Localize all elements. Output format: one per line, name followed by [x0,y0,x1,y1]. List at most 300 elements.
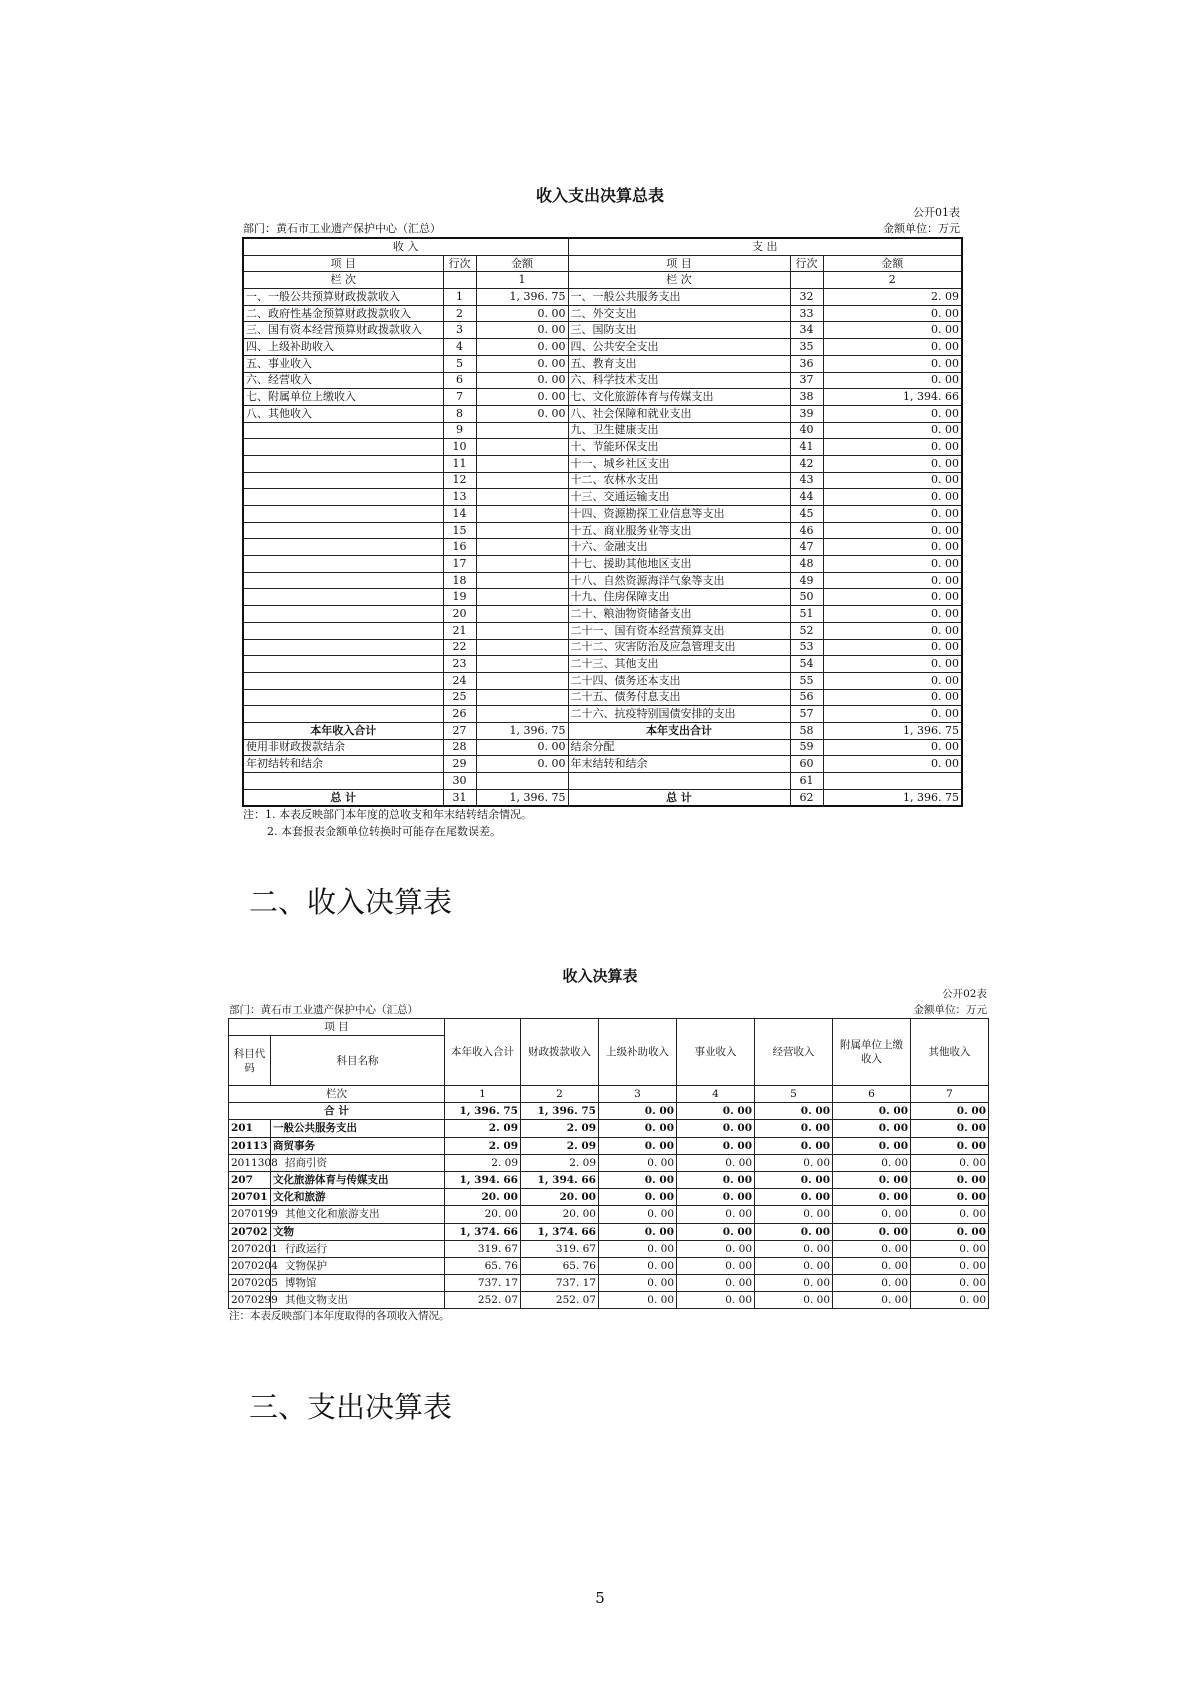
total-value: 0. 00 [911,1103,989,1120]
col-header-total: 本年收入合计 [445,1019,521,1086]
amount-cell: 0. 00 [599,1137,677,1154]
income-row-no: 16 [443,539,476,556]
expense-row-no-header: 行次 [790,255,823,272]
subject-name: 文物 [271,1223,445,1240]
amount-cell: 0. 00 [599,1206,677,1223]
income-amount [476,539,568,556]
amount-cell: 0. 00 [833,1292,911,1309]
expense-amount: 0. 00 [823,372,962,389]
table1-note-2: 2. 本套报表金额单位转换时可能存在尾数误差。 [267,825,501,838]
column-number: 7 [911,1086,989,1103]
income-amount [476,672,568,689]
income-row-no: 18 [443,572,476,589]
table-row [229,1223,989,1240]
expense-amount: 0. 00 [823,756,962,773]
income-item-name: 总 计 [243,789,443,806]
amount-cell: 2. 09 [445,1120,521,1137]
income-amount [476,455,568,472]
amount-cell: 0. 00 [677,1189,755,1206]
subject-name: 文化和旅游 [271,1189,445,1206]
amount-cell: 0. 00 [833,1275,911,1292]
amount-cell: 0. 00 [677,1206,755,1223]
income-row-no: 23 [443,656,476,673]
expense-row-no: 52 [790,622,823,639]
table2-department: 部门：黄石市工业遗产保护中心（汇总） [229,1004,418,1016]
page-number: 5 [595,1589,605,1607]
expense-row-no: 37 [790,372,823,389]
amount-cell: 0. 00 [599,1223,677,1240]
expense-row-no: 46 [790,522,823,539]
amount-cell: 20. 00 [445,1206,521,1223]
subject-name: 文化旅游体育与传媒支出 [271,1171,445,1188]
expense-item-name: 五、教育支出 [568,355,790,372]
amount-cell: 1, 374. 66 [445,1223,521,1240]
income-row-no: 4 [443,339,476,356]
expense-amount: 0. 00 [823,589,962,606]
amount-cell: 319. 67 [445,1240,521,1257]
subject-code: 2011308 [229,1154,271,1171]
expense-item-header: 项 目 [568,255,790,272]
income-item-name [243,556,443,573]
expense-item-name: 十八、自然资源海洋气象等支出 [568,572,790,589]
income-column-blank [443,272,476,289]
income-amount [476,639,568,656]
table2-unit: 金额单位：万元 [913,1004,987,1016]
income-item-name: 本年收入合计 [243,722,443,739]
income-amount [476,706,568,723]
income-amount [476,522,568,539]
expense-row-no: 47 [790,539,823,556]
expense-amount: 0. 00 [823,422,962,439]
table-row [229,1206,989,1223]
expense-row-no: 62 [790,789,823,806]
income-amount: 0. 00 [476,305,568,322]
table2-code: 公开02表 [942,988,987,1000]
subject-name: 招商引资 [271,1154,445,1171]
income-amount [476,622,568,639]
amount-cell: 0. 00 [677,1154,755,1171]
amount-cell: 0. 00 [599,1257,677,1274]
amount-cell: 737. 17 [521,1275,599,1292]
income-expense-summary-table [242,237,963,807]
amount-cell: 0. 00 [833,1120,911,1137]
expense-amount: 0. 00 [823,472,962,489]
expense-header: 支 出 [568,238,962,255]
income-row-no: 7 [443,389,476,406]
income-row-no: 14 [443,506,476,523]
amount-cell: 0. 00 [677,1137,755,1154]
income-item-name: 一、一般公共预算财政拨款收入 [243,289,443,306]
expense-item-name: 总 计 [568,789,790,806]
income-amount: 0. 00 [476,355,568,372]
col-header-operating: 经营收入 [755,1019,833,1086]
income-row-no: 2 [443,305,476,322]
amount-cell: 2. 09 [445,1154,521,1171]
table1-department: 部门：黄石市工业遗产保护中心（汇总） [243,222,441,235]
expense-row-no: 40 [790,422,823,439]
income-amount [476,489,568,506]
income-item-name [243,506,443,523]
income-row-no: 17 [443,556,476,573]
income-amount: 0. 00 [476,739,568,756]
expense-item-name: 二十一、国有资本经营预算支出 [568,622,790,639]
expense-amount [823,773,962,790]
expense-row-no: 56 [790,689,823,706]
expense-item-name: 二十六、抗疫特别国债安排的支出 [568,706,790,723]
income-item-name [243,572,443,589]
expense-amount: 0. 00 [823,706,962,723]
income-item-name: 使用非财政拨款结余 [243,739,443,756]
income-row-no: 15 [443,522,476,539]
col-header-superior-subsidy: 上级补助收入 [599,1019,677,1086]
expense-row-no: 57 [790,706,823,723]
expense-amount-header: 金额 [823,255,962,272]
income-item-name [243,422,443,439]
expense-row-no: 53 [790,639,823,656]
expense-item-name: 二、外交支出 [568,305,790,322]
income-item-name [243,672,443,689]
income-row-no: 13 [443,489,476,506]
subject-code: 2070199 [229,1206,271,1223]
income-item-name: 六、经营收入 [243,372,443,389]
income-amount [476,439,568,456]
table2-title: 收入决算表 [562,967,638,985]
table-row [229,1171,989,1188]
income-item-name [243,439,443,456]
col-header-business: 事业收入 [677,1019,755,1086]
expense-column-number: 2 [823,272,962,289]
income-item-name [243,539,443,556]
income-amount [476,589,568,606]
table-row [229,1120,989,1137]
income-amount: 0. 00 [476,756,568,773]
amount-cell: 0. 00 [755,1137,833,1154]
amount-cell: 0. 00 [911,1171,989,1188]
amount-cell: 0. 00 [911,1240,989,1257]
income-item-name [243,455,443,472]
amount-cell: 0. 00 [911,1206,989,1223]
income-row-no: 11 [443,455,476,472]
expense-amount: 2. 09 [823,289,962,306]
expense-row-no: 35 [790,339,823,356]
expense-row-no: 60 [790,756,823,773]
income-item-name: 七、附属单位上缴收入 [243,389,443,406]
column-number: 6 [833,1086,911,1103]
amount-cell: 65. 76 [445,1257,521,1274]
income-item-name [243,773,443,790]
amount-cell: 0. 00 [599,1189,677,1206]
income-statement-table [228,1018,989,1309]
income-amount [476,472,568,489]
amount-cell: 319. 67 [521,1240,599,1257]
income-amount [476,689,568,706]
income-item-name [243,656,443,673]
total-value: 0. 00 [833,1103,911,1120]
income-row-no: 25 [443,689,476,706]
expense-amount: 0. 00 [823,639,962,656]
amount-cell: 0. 00 [911,1137,989,1154]
expense-column-label: 栏 次 [568,272,790,289]
subject-name: 文物保护 [271,1257,445,1274]
amount-cell: 0. 00 [911,1257,989,1274]
subject-name: 一般公共服务支出 [271,1120,445,1137]
income-item-name [243,622,443,639]
expense-amount: 1, 394. 66 [823,389,962,406]
income-amount [476,422,568,439]
expense-amount: 0. 00 [823,439,962,456]
amount-cell: 0. 00 [599,1292,677,1309]
expense-item-name: 六、科学技术支出 [568,372,790,389]
item-header: 项 目 [229,1019,445,1036]
income-amount [476,556,568,573]
expense-item-name: 四、公共安全支出 [568,339,790,356]
expense-row-no: 48 [790,556,823,573]
income-amount: 0. 00 [476,405,568,422]
code-col-header: 科目代码 [229,1036,271,1086]
expense-item-name: 三、国防支出 [568,322,790,339]
income-row-no: 26 [443,706,476,723]
income-amount [476,606,568,623]
expense-row-no: 42 [790,455,823,472]
expense-item-name: 十一、城乡社区支出 [568,455,790,472]
amount-cell: 0. 00 [599,1154,677,1171]
expense-amount: 0. 00 [823,606,962,623]
amount-cell: 737. 17 [445,1275,521,1292]
subject-name: 行政运行 [271,1240,445,1257]
amount-cell: 0. 00 [911,1189,989,1206]
income-item-name: 四、上级补助收入 [243,339,443,356]
expense-row-no: 51 [790,606,823,623]
amount-cell: 0. 00 [755,1257,833,1274]
expense-column-blank [790,272,823,289]
column-number: 5 [755,1086,833,1103]
expense-item-name: 八、社会保障和就业支出 [568,405,790,422]
name-col-header: 科目名称 [271,1036,445,1086]
expense-amount: 0. 00 [823,689,962,706]
table2-note: 注：本表反映部门本年度取得的各项收入情况。 [229,1310,450,1322]
amount-cell: 0. 00 [833,1223,911,1240]
income-item-name [243,689,443,706]
amount-cell: 0. 00 [833,1137,911,1154]
amount-cell: 0. 00 [755,1189,833,1206]
expense-item-name: 十九、住房保障支出 [568,589,790,606]
expense-item-name: 本年支出合计 [568,722,790,739]
subject-code: 20702 [229,1223,271,1240]
income-item-name: 五、事业收入 [243,355,443,372]
table-row [229,1275,989,1292]
income-amount [476,572,568,589]
column-label: 栏次 [229,1086,445,1103]
amount-cell: 0. 00 [755,1275,833,1292]
subject-code: 2070201 [229,1240,271,1257]
table-row [229,1154,989,1171]
amount-cell: 0. 00 [911,1275,989,1292]
income-row-no: 20 [443,606,476,623]
amount-cell: 0. 00 [755,1240,833,1257]
income-row-no-header: 行次 [443,255,476,272]
expense-row-no: 34 [790,322,823,339]
income-row-no: 24 [443,672,476,689]
expense-amount: 0. 00 [823,455,962,472]
expense-row-no: 61 [790,773,823,790]
amount-cell: 0. 00 [677,1292,755,1309]
subject-code: 207 [229,1171,271,1188]
section-heading-expense: 三、支出决算表 [249,1390,453,1424]
income-item-name [243,489,443,506]
total-value: 1, 396. 75 [445,1103,521,1120]
income-amount: 0. 00 [476,339,568,356]
income-item-header: 项 目 [243,255,443,272]
amount-cell: 0. 00 [833,1171,911,1188]
income-item-name [243,639,443,656]
amount-cell: 0. 00 [911,1292,989,1309]
table-row [229,1137,989,1154]
expense-row-no: 38 [790,389,823,406]
column-number: 3 [599,1086,677,1103]
column-number: 2 [521,1086,599,1103]
income-column-number: 1 [476,272,568,289]
expense-row-no: 33 [790,305,823,322]
expense-amount: 1, 396. 75 [823,722,962,739]
income-header: 收 入 [243,238,568,255]
income-amount [476,773,568,790]
expense-amount: 0. 00 [823,556,962,573]
income-row-no: 31 [443,789,476,806]
income-item-name [243,589,443,606]
amount-cell: 0. 00 [911,1154,989,1171]
expense-row-no: 50 [790,589,823,606]
expense-row-no: 55 [790,672,823,689]
expense-amount: 1, 396. 75 [823,789,962,806]
expense-row-no: 41 [790,439,823,456]
expense-amount: 0. 00 [823,339,962,356]
income-row-no: 6 [443,372,476,389]
expense-item-name: 十七、援助其他地区支出 [568,556,790,573]
subject-code: 20113 [229,1137,271,1154]
subject-name: 博物馆 [271,1275,445,1292]
income-item-name [243,472,443,489]
subject-code: 2070205 [229,1275,271,1292]
income-row-no: 27 [443,722,476,739]
expense-amount: 0. 00 [823,322,962,339]
income-amount: 0. 00 [476,372,568,389]
col-header-other: 其他收入 [911,1019,989,1086]
income-row-no: 10 [443,439,476,456]
expense-item-name: 二十三、其他支出 [568,656,790,673]
income-row-no: 9 [443,422,476,439]
total-value: 1, 396. 75 [521,1103,599,1120]
amount-cell: 0. 00 [677,1120,755,1137]
expense-amount: 0. 00 [823,572,962,589]
expense-row-no: 54 [790,656,823,673]
income-amount [476,506,568,523]
income-amount: 0. 00 [476,389,568,406]
income-amount: 1, 396. 75 [476,789,568,806]
income-row-no: 21 [443,622,476,639]
income-item-name [243,522,443,539]
amount-cell: 2. 09 [521,1137,599,1154]
income-amount: 1, 396. 75 [476,289,568,306]
amount-cell: 0. 00 [677,1240,755,1257]
amount-cell: 0. 00 [677,1223,755,1240]
amount-cell: 0. 00 [599,1275,677,1292]
expense-item-name: 结余分配 [568,739,790,756]
expense-amount: 0. 00 [823,305,962,322]
col-header-affiliated: 附属单位上缴收入 [833,1019,911,1086]
amount-cell: 0. 00 [755,1292,833,1309]
expense-amount: 0. 00 [823,405,962,422]
expense-item-name: 十六、金融支出 [568,539,790,556]
expense-amount: 0. 00 [823,622,962,639]
expense-item-name: 十、节能环保支出 [568,439,790,456]
amount-cell: 0. 00 [833,1257,911,1274]
expense-amount: 0. 00 [823,506,962,523]
expense-item-name: 九、卫生健康支出 [568,422,790,439]
income-row-no: 30 [443,773,476,790]
amount-cell: 2. 09 [445,1137,521,1154]
income-row-no: 12 [443,472,476,489]
amount-cell: 0. 00 [911,1120,989,1137]
expense-item-name: 年末结转和结余 [568,756,790,773]
expense-row-no: 59 [790,739,823,756]
income-row-no: 1 [443,289,476,306]
table-row [229,1240,989,1257]
subject-name: 其他文化和旅游支出 [271,1206,445,1223]
expense-row-no: 39 [790,405,823,422]
expense-amount: 0. 00 [823,355,962,372]
amount-cell: 0. 00 [755,1223,833,1240]
expense-amount: 0. 00 [823,672,962,689]
subject-code: 2070299 [229,1292,271,1309]
amount-cell: 20. 00 [445,1189,521,1206]
table-row [229,1292,989,1309]
expense-row-no: 44 [790,489,823,506]
table1-unit: 金额单位：万元 [883,222,960,235]
income-column-label: 栏 次 [243,272,443,289]
expense-amount: 0. 00 [823,539,962,556]
table-row [229,1257,989,1274]
income-item-name: 三、国有资本经营预算财政拨款收入 [243,322,443,339]
amount-cell: 252. 07 [445,1292,521,1309]
total-label: 合 计 [229,1103,445,1120]
amount-cell: 1, 374. 66 [521,1223,599,1240]
amount-cell: 0. 00 [833,1240,911,1257]
subject-name: 商贸事务 [271,1137,445,1154]
col-header-fiscal: 财政拨款收入 [521,1019,599,1086]
total-value: 0. 00 [677,1103,755,1120]
income-row-no: 8 [443,405,476,422]
table1-title: 收入支出决算总表 [535,186,664,205]
amount-cell: 0. 00 [755,1120,833,1137]
amount-cell: 0. 00 [599,1120,677,1137]
expense-item-name: 二十五、债务付息支出 [568,689,790,706]
amount-cell: 0. 00 [911,1223,989,1240]
table1-code: 公开01表 [913,206,960,219]
amount-cell: 0. 00 [833,1206,911,1223]
amount-cell: 0. 00 [833,1189,911,1206]
amount-cell: 0. 00 [677,1275,755,1292]
expense-item-name: 二十二、灾害防治及应急管理支出 [568,639,790,656]
amount-cell: 0. 00 [677,1257,755,1274]
total-value: 0. 00 [755,1103,833,1120]
expense-row-no: 36 [790,355,823,372]
income-row-no: 5 [443,355,476,372]
amount-cell: 20. 00 [521,1206,599,1223]
amount-cell: 2. 09 [521,1120,599,1137]
income-item-name [243,606,443,623]
income-amount: 0. 00 [476,322,568,339]
income-item-name: 二、政府性基金预算财政拨款收入 [243,305,443,322]
